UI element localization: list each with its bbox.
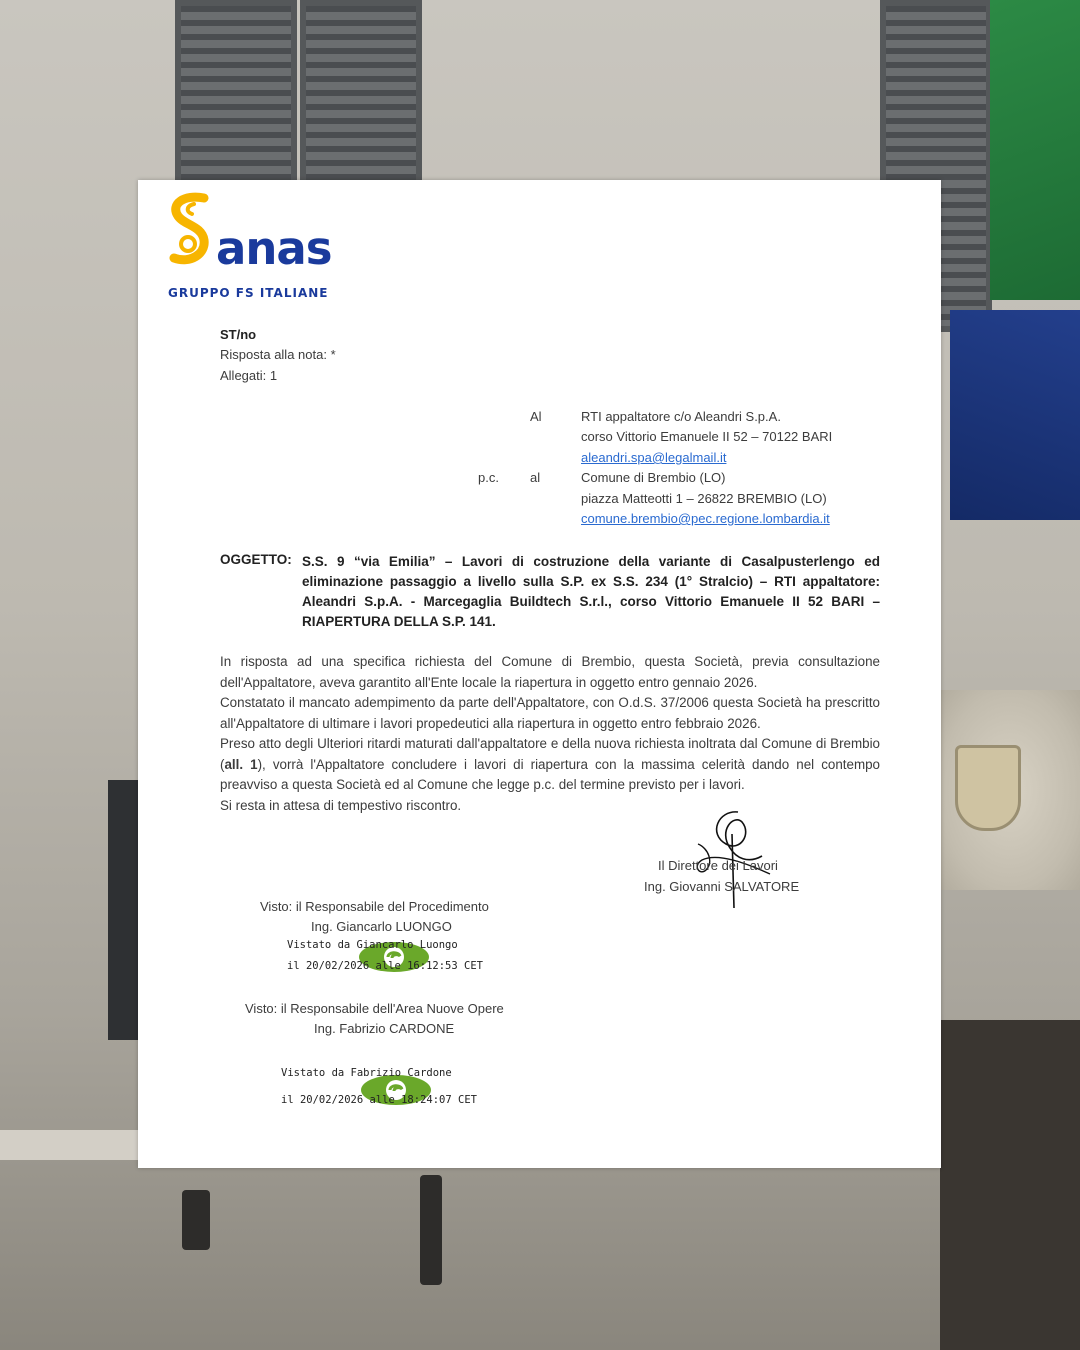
ledge xyxy=(0,1130,140,1160)
body-paragraph: Constatato il mancato adempimento da parte dell'Appaltatore, con O.d.S. 37/2006 questa Società ha prescritto all'Appaltatore di ultimare i lavori propedeutici alla riapertura in oggetto entro febbraio 2026. xyxy=(220,695,880,731)
logo-subtitle: GRUPPO FS ITALIANE xyxy=(168,286,329,300)
recipient-email-link[interactable]: aleandri.spa@legalmail.it xyxy=(581,450,727,465)
anas-logo xyxy=(164,192,339,302)
cc-prefix: p.c. xyxy=(478,470,499,485)
italian-flag xyxy=(990,0,1080,300)
anas-wordmark: anas xyxy=(216,222,332,275)
subject-text: S.S. 9 “via Emilia” – Lavori di costruzione della variante di Casalpusterlengo ed eliminazione passaggio a livello sulla S.P. ex S.S. 234 (1° Stralcio) – RTI appaltatore: Aleandri S.p.A. - Marcegaglia Buildtech S.r.l., corso Vittorio Emanuele II 52 BARI – RIAPERTURA DELLA S.P. 141. xyxy=(302,554,880,629)
archway xyxy=(940,1020,1080,1350)
letter-body xyxy=(220,652,880,816)
signatory-role: Il Direttore dei Lavori xyxy=(658,858,778,873)
cc-recipient-name: Comune di Brembio (LO) xyxy=(581,470,726,485)
anas-s-mark-icon xyxy=(164,192,216,268)
signatory-name: Ing. Giovanni SALVATORE xyxy=(644,879,800,894)
attachments-count: Allegati: 1 xyxy=(220,368,278,383)
visto-1-name: Ing. Giancarlo LUONGO xyxy=(311,919,452,934)
subject-label: OGGETTO: xyxy=(220,552,292,567)
wall-hook-icon xyxy=(182,1190,210,1250)
wall-lamp-icon xyxy=(420,1175,442,1285)
window-shutter-right xyxy=(300,0,422,187)
attachment-ref: all. 1 xyxy=(224,756,258,772)
window-shutter-left xyxy=(175,0,297,187)
letter-document xyxy=(138,180,941,1168)
cc-recipient-email-link[interactable]: comune.brembio@pec.regione.lombardia.it xyxy=(581,511,830,526)
visto-2-name: Ing. Fabrizio CARDONE xyxy=(314,1021,455,1036)
visto-2-stamp-line2: il 20/02/2026 alle 18:24:07 CET xyxy=(281,1094,477,1106)
reply-to-note: Risposta alla nota: * xyxy=(220,347,336,362)
body-paragraph: Si resta in attesa di tempestivo riscontro. xyxy=(220,797,462,813)
visto-1-stamp-line1: Vistato da Giancarlo Luongo xyxy=(287,939,458,951)
body-paragraph xyxy=(220,734,880,796)
crest-shield-icon xyxy=(955,745,1021,831)
visto-1-title: Visto: il Responsabile del Procedimento xyxy=(260,899,489,914)
recipient-address: corso Vittorio Emanuele II 52 – 70122 BARI xyxy=(581,429,833,444)
dark-window xyxy=(108,780,138,1040)
visto-2-stamp-line1: Vistato da Fabrizio Cardone xyxy=(281,1067,452,1079)
body-text-span: ), vorrà l'Appaltatore concludere i lavori di riapertura con la massima celerità dando nel contempo preavviso a questa Società ed al Comune che legge p.c. del termine previsto per i lavori. xyxy=(220,756,880,792)
recipient-name: RTI appaltatore c/o Aleandri S.p.A. xyxy=(581,409,781,424)
protocol-ref: ST/no xyxy=(220,327,257,342)
visto-1-stamp-line2: il 20/02/2026 alle 16:12:53 CET xyxy=(287,960,483,972)
eu-flag xyxy=(950,310,1080,520)
body-paragraph: In risposta ad una specifica richiesta del Comune di Brembio, questa Società, previa consultazione dell'Appaltatore, aveva garantito all'Ente locale la riapertura in oggetto entro gennaio 2026. xyxy=(220,654,880,690)
cc-to-label: al xyxy=(530,470,541,485)
body-text-span: Preso atto degli Ulteriori ritardi maturati dall'appaltatore e della nuova richiesta inoltrata dal Comune di Brembio ( xyxy=(220,736,880,772)
visto-2-title: Visto: il Responsabile dell'Area Nuove Opere xyxy=(245,1001,504,1016)
cc-recipient-address: piazza Matteotti 1 – 26822 BREMBIO (LO) xyxy=(581,491,827,506)
recipient-to-label: Al xyxy=(530,409,542,424)
